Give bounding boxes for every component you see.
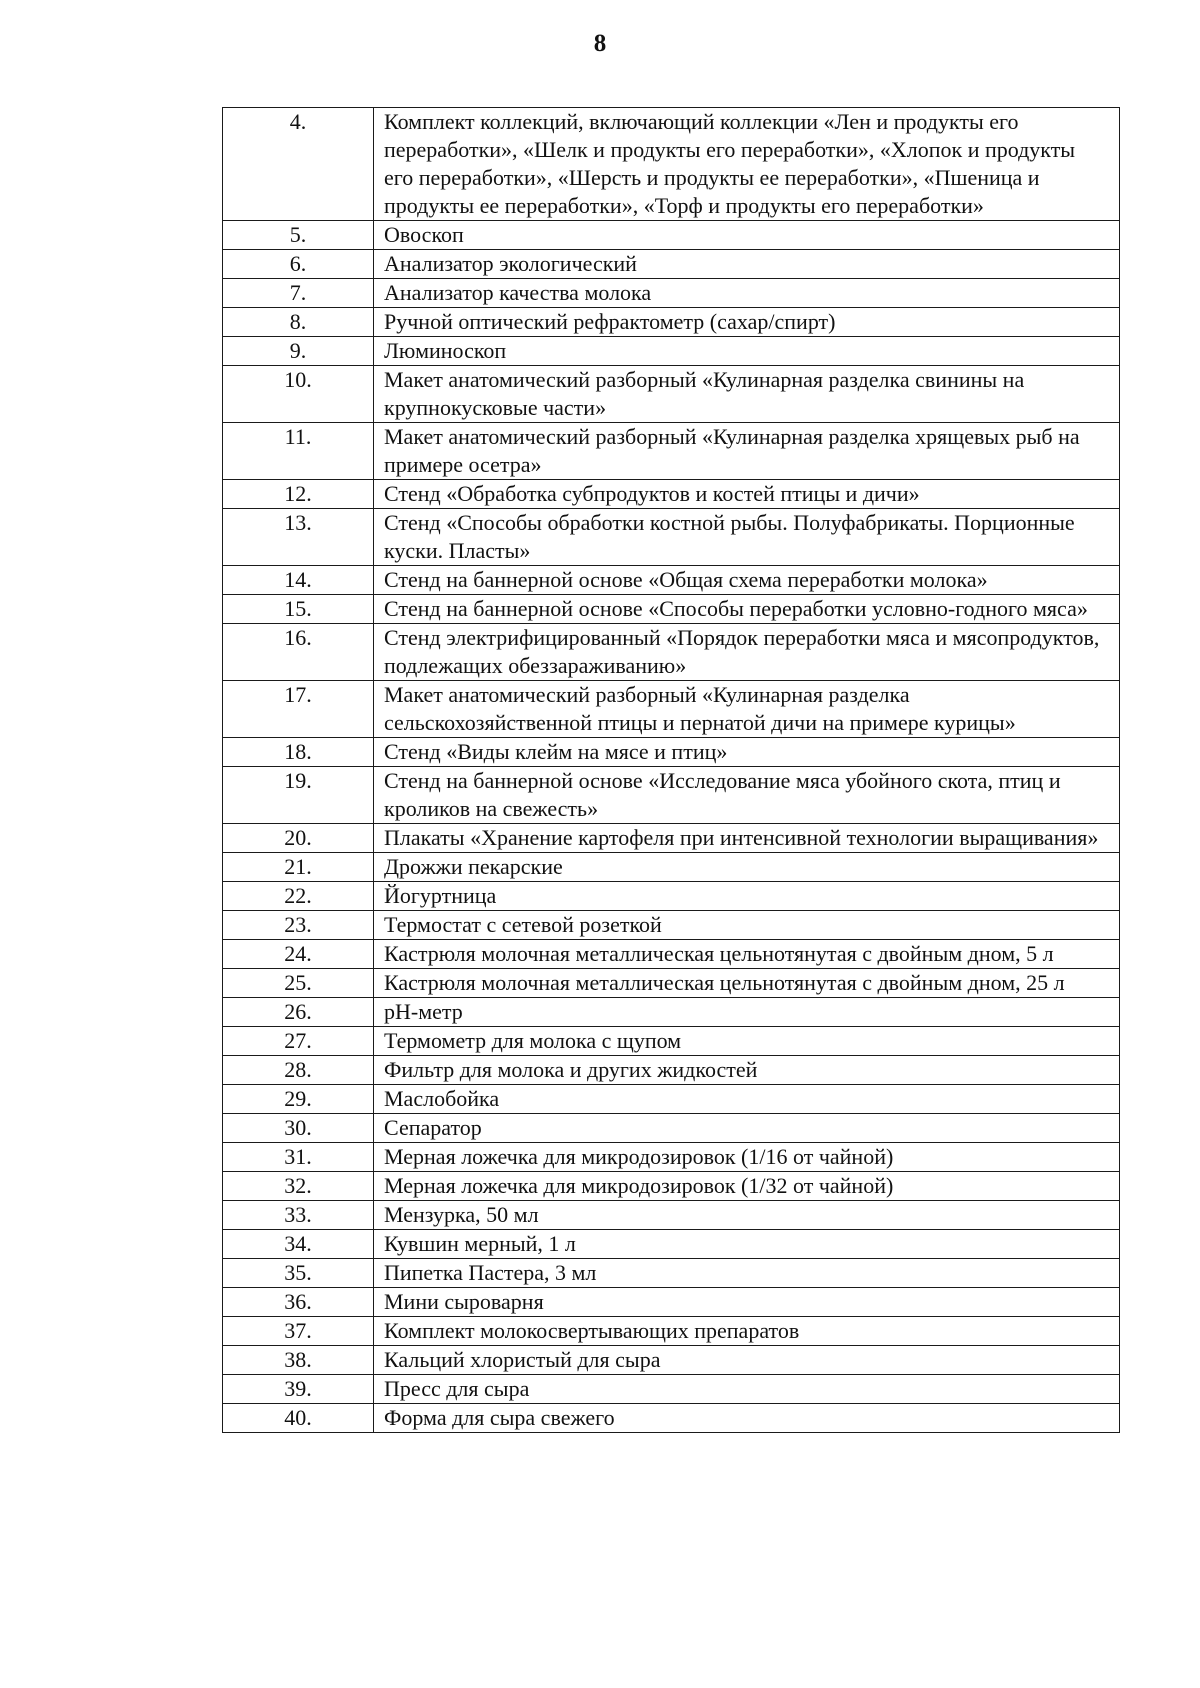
row-number: 31.	[223, 1143, 374, 1172]
table-row	[223, 1259, 1120, 1288]
row-number: 17.	[223, 681, 374, 738]
row-number: 25.	[223, 969, 374, 998]
table-row	[223, 824, 1120, 853]
item-name: Пипетка Пастера, 3 мл	[374, 1259, 1120, 1288]
row-number: 37.	[223, 1317, 374, 1346]
item-name: Кувшин мерный, 1 л	[374, 1230, 1120, 1259]
row-number: 23.	[223, 911, 374, 940]
table-row	[223, 308, 1120, 337]
table-row	[223, 423, 1120, 480]
item-name: Кастрюля молочная металлическая цельнотянутая с двойным дном, 25 л	[374, 969, 1120, 998]
table-row	[223, 595, 1120, 624]
row-number: 34.	[223, 1230, 374, 1259]
row-number: 4.	[223, 108, 374, 221]
item-name: Пресс для сыра	[374, 1375, 1120, 1404]
row-number: 19.	[223, 767, 374, 824]
equipment-table	[222, 107, 1120, 1433]
row-number: 22.	[223, 882, 374, 911]
table-row	[223, 1288, 1120, 1317]
table-row	[223, 108, 1120, 221]
table-row	[223, 1230, 1120, 1259]
item-name: Макет анатомический разборный «Кулинарная разделка сельскохозяйственной птицы и пернатой дичи на примере курицы»	[374, 681, 1120, 738]
row-number: 28.	[223, 1056, 374, 1085]
row-number: 8.	[223, 308, 374, 337]
item-name: Комплект коллекций, включающий коллекции «Лен и продукты его переработки», «Шелк и продукты его переработки», «Хлопок и продукты его переработки», «Шерсть и продукты ее переработки», «Пшеница и продукты ее переработки», «Торф и продукты его переработки»	[374, 108, 1120, 221]
row-number: 5.	[223, 221, 374, 250]
table-row	[223, 882, 1120, 911]
item-name: Кальций хлористый для сыра	[374, 1346, 1120, 1375]
row-number: 32.	[223, 1172, 374, 1201]
table-row	[223, 911, 1120, 940]
item-name: Сепаратор	[374, 1114, 1120, 1143]
table-row	[223, 366, 1120, 423]
item-name: Йогуртница	[374, 882, 1120, 911]
table-row	[223, 480, 1120, 509]
table-row	[223, 940, 1120, 969]
item-name: Макет анатомический разборный «Кулинарная разделка свинины на крупнокусковые части»	[374, 366, 1120, 423]
table-row	[223, 998, 1120, 1027]
table-row	[223, 624, 1120, 681]
row-number: 7.	[223, 279, 374, 308]
item-name: Овоскоп	[374, 221, 1120, 250]
row-number: 36.	[223, 1288, 374, 1317]
item-name: Стенд «Способы обработки костной рыбы. Полуфабрикаты. Порционные куски. Пласты»	[374, 509, 1120, 566]
item-name: Стенд на баннерной основе «Исследование мяса убойного скота, птиц и кроликов на свежесть»	[374, 767, 1120, 824]
item-name: Дрожжи пекарские	[374, 853, 1120, 882]
table-row	[223, 1346, 1120, 1375]
row-number: 6.	[223, 250, 374, 279]
table-row	[223, 1114, 1120, 1143]
table-row	[223, 509, 1120, 566]
item-name: Мерная ложечка для микродозировок (1/16 от чайной)	[374, 1143, 1120, 1172]
row-number: 9.	[223, 337, 374, 366]
table-row	[223, 738, 1120, 767]
row-number: 24.	[223, 940, 374, 969]
item-name: Люминоскоп	[374, 337, 1120, 366]
table-row	[223, 1317, 1120, 1346]
row-number: 38.	[223, 1346, 374, 1375]
table-row	[223, 1404, 1120, 1433]
table-row	[223, 1056, 1120, 1085]
table-row	[223, 337, 1120, 366]
table-row	[223, 250, 1120, 279]
row-number: 20.	[223, 824, 374, 853]
item-name: Стенд на баннерной основе «Общая схема переработки молока»	[374, 566, 1120, 595]
item-name: Стенд на баннерной основе «Способы переработки условно-годного мяса»	[374, 595, 1120, 624]
row-number: 33.	[223, 1201, 374, 1230]
table-body	[223, 108, 1120, 1433]
row-number: 21.	[223, 853, 374, 882]
row-number: 35.	[223, 1259, 374, 1288]
item-name: Термометр для молока с щупом	[374, 1027, 1120, 1056]
table-row	[223, 969, 1120, 998]
table-row	[223, 767, 1120, 824]
row-number: 15.	[223, 595, 374, 624]
item-name: Комплект молокосвертывающих препаратов	[374, 1317, 1120, 1346]
item-name: Анализатор качества молока	[374, 279, 1120, 308]
row-number: 10.	[223, 366, 374, 423]
table-row	[223, 681, 1120, 738]
row-number: 39.	[223, 1375, 374, 1404]
table-row	[223, 1143, 1120, 1172]
item-name: Фильтр для молока и других жидкостей	[374, 1056, 1120, 1085]
row-number: 16.	[223, 624, 374, 681]
row-number: 40.	[223, 1404, 374, 1433]
item-name: Термостат с сетевой розеткой	[374, 911, 1120, 940]
item-name: Кастрюля молочная металлическая цельнотянутая с двойным дном, 5 л	[374, 940, 1120, 969]
item-name: Плакаты «Хранение картофеля при интенсивной технологии выращивания»	[374, 824, 1120, 853]
item-name: Стенд «Обработка субпродуктов и костей птицы и дичи»	[374, 480, 1120, 509]
item-name: Форма для сыра свежего	[374, 1404, 1120, 1433]
item-name: pH-метр	[374, 998, 1120, 1027]
table-row	[223, 1027, 1120, 1056]
row-number: 13.	[223, 509, 374, 566]
table-row	[223, 566, 1120, 595]
item-name: Мини сыроварня	[374, 1288, 1120, 1317]
table-row	[223, 1172, 1120, 1201]
item-name: Мензурка, 50 мл	[374, 1201, 1120, 1230]
item-name: Стенд электрифицированный «Порядок переработки мяса и мясопродуктов, подлежащих обеззараживанию»	[374, 624, 1120, 681]
table-row	[223, 279, 1120, 308]
item-name: Стенд «Виды клейм на мясе и птиц»	[374, 738, 1120, 767]
row-number: 14.	[223, 566, 374, 595]
item-name: Макет анатомический разборный «Кулинарная разделка хрящевых рыб на примере осетра»	[374, 423, 1120, 480]
table-row	[223, 1201, 1120, 1230]
table-row	[223, 1085, 1120, 1114]
row-number: 30.	[223, 1114, 374, 1143]
row-number: 12.	[223, 480, 374, 509]
item-name: Маслобойка	[374, 1085, 1120, 1114]
item-name: Мерная ложечка для микродозировок (1/32 от чайной)	[374, 1172, 1120, 1201]
table-row	[223, 221, 1120, 250]
row-number: 11.	[223, 423, 374, 480]
row-number: 26.	[223, 998, 374, 1027]
row-number: 29.	[223, 1085, 374, 1114]
item-name: Анализатор экологический	[374, 250, 1120, 279]
row-number: 18.	[223, 738, 374, 767]
item-name: Ручной оптический рефрактометр (сахар/спирт)	[374, 308, 1120, 337]
table-row	[223, 1375, 1120, 1404]
row-number: 27.	[223, 1027, 374, 1056]
page-number: 8	[593, 30, 607, 57]
table-row	[223, 853, 1120, 882]
